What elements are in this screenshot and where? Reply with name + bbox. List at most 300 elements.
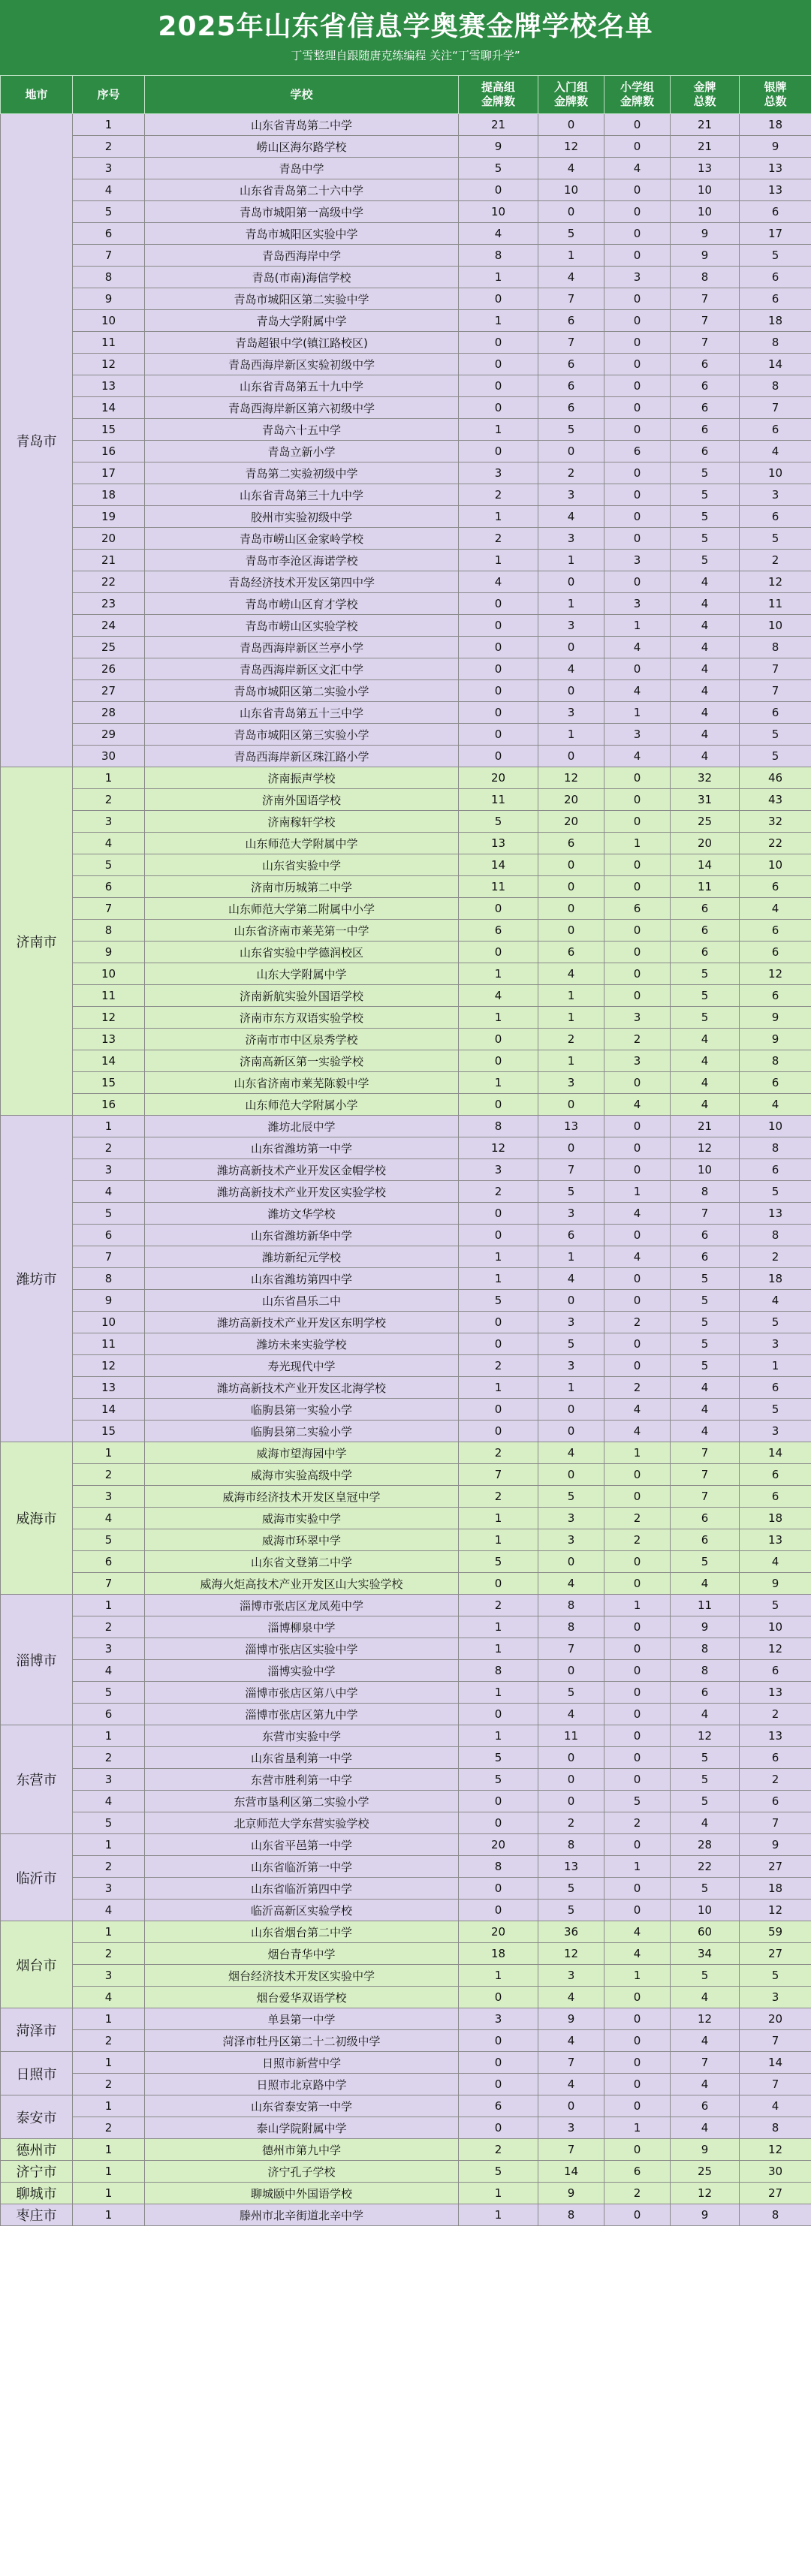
col-header-senior-gold: 提高组 金牌数 xyxy=(459,76,538,114)
school-cell: 青岛市城阳区第二实验中学 xyxy=(145,288,459,310)
school-cell: 山东省泰安第一中学 xyxy=(145,2095,459,2117)
table-row xyxy=(1,2030,811,2052)
senior-gold-cell: 0 xyxy=(459,1900,538,1921)
primary-gold-cell: 0 xyxy=(604,1660,671,1682)
index-cell: 4 xyxy=(73,1791,145,1812)
senior-gold-cell: 0 xyxy=(459,179,538,201)
index-cell: 2 xyxy=(73,789,145,811)
senior-gold-cell: 20 xyxy=(459,1834,538,1856)
junior-gold-cell: 5 xyxy=(538,1181,604,1203)
index-cell: 7 xyxy=(73,898,145,920)
senior-gold-cell: 0 xyxy=(459,1094,538,1116)
primary-gold-cell: 0 xyxy=(604,1268,671,1290)
primary-gold-cell: 2 xyxy=(604,1812,671,1834)
table-row xyxy=(1,1921,811,1943)
table-row xyxy=(1,1856,811,1878)
school-cell: 山东省济南市莱芜陈毅中学 xyxy=(145,1072,459,1094)
gold-total-cell: 4 xyxy=(671,680,740,702)
school-cell: 山东师范大学第二附属中小学 xyxy=(145,898,459,920)
junior-gold-cell: 4 xyxy=(538,658,604,680)
junior-gold-cell: 20 xyxy=(538,811,604,833)
index-cell: 1 xyxy=(73,1725,145,1747)
gold-total-cell: 6 xyxy=(671,1246,740,1268)
gold-total-cell: 10 xyxy=(671,179,740,201)
senior-gold-cell: 0 xyxy=(459,397,538,419)
senior-gold-cell: 1 xyxy=(459,1616,538,1638)
silver-total-cell: 11 xyxy=(740,593,811,615)
gold-total-cell: 10 xyxy=(671,1900,740,1921)
primary-gold-cell: 1 xyxy=(604,1856,671,1878)
table-row xyxy=(1,876,811,898)
senior-gold-cell: 2 xyxy=(459,1442,538,1464)
page-subtitle: 丁雪整理自跟随唐克练编程 关注“丁雪聊升学” xyxy=(291,49,520,62)
gold-total-cell: 21 xyxy=(671,114,740,136)
silver-total-cell: 27 xyxy=(740,1943,811,1965)
gold-total-cell: 7 xyxy=(671,310,740,332)
junior-gold-cell: 4 xyxy=(538,2030,604,2052)
silver-total-cell: 6 xyxy=(740,201,811,223)
primary-gold-cell: 0 xyxy=(604,1072,671,1094)
school-cell: 济南市历城第二中学 xyxy=(145,876,459,898)
school-cell: 山东省济南市莱芜第一中学 xyxy=(145,920,459,942)
primary-gold-cell: 4 xyxy=(604,1921,671,1943)
city-cell: 淄博市 xyxy=(1,1595,73,1725)
senior-gold-cell: 5 xyxy=(459,811,538,833)
primary-gold-cell: 0 xyxy=(604,985,671,1007)
senior-gold-cell: 0 xyxy=(459,942,538,963)
primary-gold-cell: 0 xyxy=(604,528,671,550)
city-cell: 东营市 xyxy=(1,1725,73,1834)
primary-gold-cell: 0 xyxy=(604,1725,671,1747)
junior-gold-cell: 1 xyxy=(538,1050,604,1072)
gold-total-cell: 9 xyxy=(671,245,740,267)
index-cell: 25 xyxy=(73,637,145,658)
senior-gold-cell: 7 xyxy=(459,1464,538,1486)
senior-gold-cell: 0 xyxy=(459,1812,538,1834)
primary-gold-cell: 0 xyxy=(604,245,671,267)
index-cell: 1 xyxy=(73,1834,145,1856)
gold-total-cell: 6 xyxy=(671,2095,740,2117)
school-cell: 山东师范大学附属中学 xyxy=(145,833,459,854)
junior-gold-cell: 3 xyxy=(538,1203,604,1225)
gold-total-cell: 5 xyxy=(671,963,740,985)
junior-gold-cell: 0 xyxy=(538,1769,604,1791)
silver-total-cell: 6 xyxy=(740,920,811,942)
city-cell: 菏泽市 xyxy=(1,2008,73,2052)
table-row xyxy=(1,223,811,245)
index-cell: 17 xyxy=(73,462,145,484)
junior-gold-cell: 8 xyxy=(538,1616,604,1638)
index-cell: 20 xyxy=(73,528,145,550)
senior-gold-cell: 1 xyxy=(459,1508,538,1529)
gold-total-cell: 6 xyxy=(671,920,740,942)
junior-gold-cell: 3 xyxy=(538,2117,604,2139)
junior-gold-cell: 12 xyxy=(538,1943,604,1965)
gold-total-cell: 60 xyxy=(671,1921,740,1943)
senior-gold-cell: 2 xyxy=(459,1355,538,1377)
primary-gold-cell: 0 xyxy=(604,2030,671,2052)
school-cell: 青岛(市南)海信学校 xyxy=(145,267,459,288)
junior-gold-cell: 4 xyxy=(538,1573,604,1595)
silver-total-cell: 6 xyxy=(740,267,811,288)
gold-total-cell: 8 xyxy=(671,267,740,288)
table-row xyxy=(1,441,811,462)
primary-gold-cell: 3 xyxy=(604,724,671,746)
school-cell: 淄博实验中学 xyxy=(145,1660,459,1682)
gold-total-cell: 4 xyxy=(671,746,740,767)
junior-gold-cell: 1 xyxy=(538,593,604,615)
gold-total-cell: 8 xyxy=(671,1181,740,1203)
silver-total-cell: 7 xyxy=(740,2074,811,2095)
senior-gold-cell: 18 xyxy=(459,1943,538,1965)
silver-total-cell: 9 xyxy=(740,1573,811,1595)
school-cell: 烟台经济技术开发区实验中学 xyxy=(145,1965,459,1987)
table-row xyxy=(1,1638,811,1660)
primary-gold-cell: 2 xyxy=(604,2183,671,2204)
gold-total-cell: 4 xyxy=(671,1399,740,1421)
senior-gold-cell: 1 xyxy=(459,1965,538,1987)
junior-gold-cell: 36 xyxy=(538,1921,604,1943)
table-row xyxy=(1,571,811,593)
table-row xyxy=(1,1508,811,1529)
index-cell: 8 xyxy=(73,1268,145,1290)
index-cell: 4 xyxy=(73,1900,145,1921)
primary-gold-cell: 0 xyxy=(604,1225,671,1246)
table-row xyxy=(1,1834,811,1856)
primary-gold-cell: 4 xyxy=(604,1399,671,1421)
senior-gold-cell: 11 xyxy=(459,876,538,898)
senior-gold-cell: 1 xyxy=(459,1529,538,1551)
index-cell: 26 xyxy=(73,658,145,680)
index-cell: 2 xyxy=(73,2117,145,2139)
school-cell: 山东省垦利第一中学 xyxy=(145,1747,459,1769)
junior-gold-cell: 6 xyxy=(538,375,604,397)
senior-gold-cell: 21 xyxy=(459,114,538,136)
table-row xyxy=(1,593,811,615)
school-cell: 山东省青岛第三十九中学 xyxy=(145,484,459,506)
index-cell: 2 xyxy=(73,1747,145,1769)
junior-gold-cell: 0 xyxy=(538,854,604,876)
senior-gold-cell: 2 xyxy=(459,1486,538,1508)
silver-total-cell: 2 xyxy=(740,1246,811,1268)
silver-total-cell: 27 xyxy=(740,2183,811,2204)
junior-gold-cell: 0 xyxy=(538,898,604,920)
junior-gold-cell: 7 xyxy=(538,288,604,310)
school-cell: 崂山区海尔路学校 xyxy=(145,136,459,158)
city-cell: 烟台市 xyxy=(1,1921,73,2008)
primary-gold-cell: 0 xyxy=(604,767,671,789)
junior-gold-cell: 3 xyxy=(538,1072,604,1094)
gold-total-cell: 12 xyxy=(671,2008,740,2030)
gold-total-cell: 13 xyxy=(671,158,740,179)
junior-gold-cell: 0 xyxy=(538,441,604,462)
senior-gold-cell: 1 xyxy=(459,267,538,288)
senior-gold-cell: 9 xyxy=(459,136,538,158)
senior-gold-cell: 0 xyxy=(459,1987,538,2008)
table-row xyxy=(1,506,811,528)
table-row xyxy=(1,2008,811,2030)
table-row xyxy=(1,2161,811,2183)
index-cell: 2 xyxy=(73,2030,145,2052)
senior-gold-cell: 1 xyxy=(459,1725,538,1747)
index-cell: 14 xyxy=(73,1399,145,1421)
table-row xyxy=(1,158,811,179)
junior-gold-cell: 2 xyxy=(538,462,604,484)
table-row xyxy=(1,2139,811,2161)
school-cell: 潍坊高新技术产业开发区实验学校 xyxy=(145,1181,459,1203)
silver-total-cell: 4 xyxy=(740,1290,811,1312)
silver-total-cell: 6 xyxy=(740,1377,811,1399)
silver-total-cell: 14 xyxy=(740,354,811,375)
senior-gold-cell: 0 xyxy=(459,2030,538,2052)
silver-total-cell: 8 xyxy=(740,1137,811,1159)
index-cell: 13 xyxy=(73,1377,145,1399)
silver-total-cell: 7 xyxy=(740,680,811,702)
table-row xyxy=(1,354,811,375)
silver-total-cell: 5 xyxy=(740,746,811,767)
silver-total-cell: 59 xyxy=(740,1921,811,1943)
index-cell: 6 xyxy=(73,223,145,245)
senior-gold-cell: 3 xyxy=(459,462,538,484)
table-row xyxy=(1,375,811,397)
primary-gold-cell: 4 xyxy=(604,1203,671,1225)
silver-total-cell: 32 xyxy=(740,811,811,833)
primary-gold-cell: 0 xyxy=(604,2052,671,2074)
table-row xyxy=(1,985,811,1007)
junior-gold-cell: 7 xyxy=(538,1159,604,1181)
index-cell: 7 xyxy=(73,245,145,267)
school-cell: 山东省青岛第二中学 xyxy=(145,114,459,136)
table-row xyxy=(1,2183,811,2204)
junior-gold-cell: 6 xyxy=(538,310,604,332)
junior-gold-cell: 8 xyxy=(538,1595,604,1616)
silver-total-cell: 12 xyxy=(740,2139,811,2161)
junior-gold-cell: 0 xyxy=(538,114,604,136)
gold-total-cell: 22 xyxy=(671,1856,740,1878)
school-cell: 青岛市李沧区海诺学校 xyxy=(145,550,459,571)
table-row xyxy=(1,2052,811,2074)
gold-total-cell: 5 xyxy=(671,1551,740,1573)
senior-gold-cell: 0 xyxy=(459,615,538,637)
index-cell: 4 xyxy=(73,1987,145,2008)
school-cell: 胶州市实验初级中学 xyxy=(145,506,459,528)
table-row xyxy=(1,789,811,811)
senior-gold-cell: 0 xyxy=(459,354,538,375)
table-row xyxy=(1,1355,811,1377)
school-cell: 青岛西海岸新区兰亭小学 xyxy=(145,637,459,658)
silver-total-cell: 14 xyxy=(740,2052,811,2074)
table-row xyxy=(1,136,811,158)
junior-gold-cell: 3 xyxy=(538,1312,604,1333)
index-cell: 24 xyxy=(73,615,145,637)
index-cell: 11 xyxy=(73,332,145,354)
silver-total-cell: 3 xyxy=(740,1333,811,1355)
school-cell: 山东省潍坊第一中学 xyxy=(145,1137,459,1159)
index-cell: 1 xyxy=(73,1442,145,1464)
senior-gold-cell: 0 xyxy=(459,1573,538,1595)
primary-gold-cell: 3 xyxy=(604,593,671,615)
primary-gold-cell: 0 xyxy=(604,462,671,484)
senior-gold-cell: 14 xyxy=(459,854,538,876)
silver-total-cell: 10 xyxy=(740,615,811,637)
junior-gold-cell: 8 xyxy=(538,2204,604,2226)
index-cell: 3 xyxy=(73,1878,145,1900)
junior-gold-cell: 2 xyxy=(538,1812,604,1834)
table-row xyxy=(1,288,811,310)
school-cell: 山东师范大学附属小学 xyxy=(145,1094,459,1116)
table-row xyxy=(1,310,811,332)
school-cell: 潍坊文华学校 xyxy=(145,1203,459,1225)
table-row xyxy=(1,1900,811,1921)
index-cell: 10 xyxy=(73,310,145,332)
junior-gold-cell: 7 xyxy=(538,1638,604,1660)
silver-total-cell: 10 xyxy=(740,462,811,484)
silver-total-cell: 17 xyxy=(740,223,811,245)
gold-total-cell: 4 xyxy=(671,724,740,746)
silver-total-cell: 6 xyxy=(740,1791,811,1812)
school-cell: 青岛市城阳第一高级中学 xyxy=(145,201,459,223)
silver-total-cell: 7 xyxy=(740,1812,811,1834)
junior-gold-cell: 2 xyxy=(538,1029,604,1050)
table-row xyxy=(1,1747,811,1769)
senior-gold-cell: 1 xyxy=(459,2204,538,2226)
index-cell: 14 xyxy=(73,1050,145,1072)
primary-gold-cell: 0 xyxy=(604,332,671,354)
gold-total-cell: 5 xyxy=(671,1355,740,1377)
senior-gold-cell: 1 xyxy=(459,419,538,441)
city-cell: 德州市 xyxy=(1,2139,73,2161)
senior-gold-cell: 0 xyxy=(459,1203,538,1225)
table-row xyxy=(1,1812,811,1834)
gold-total-cell: 4 xyxy=(671,1377,740,1399)
school-cell: 聊城颐中外国语学校 xyxy=(145,2183,459,2204)
index-cell: 4 xyxy=(73,1508,145,1529)
index-cell: 19 xyxy=(73,506,145,528)
junior-gold-cell: 5 xyxy=(538,1333,604,1355)
gold-total-cell: 6 xyxy=(671,397,740,419)
school-cell: 潍坊未来实验学校 xyxy=(145,1333,459,1355)
city-cell: 枣庄市 xyxy=(1,2204,73,2226)
gold-total-cell: 4 xyxy=(671,1421,740,1442)
junior-gold-cell: 1 xyxy=(538,1007,604,1029)
senior-gold-cell: 6 xyxy=(459,920,538,942)
index-cell: 10 xyxy=(73,963,145,985)
table-row xyxy=(1,811,811,833)
silver-total-cell: 9 xyxy=(740,1007,811,1029)
silver-total-cell: 8 xyxy=(740,2117,811,2139)
index-cell: 1 xyxy=(73,2095,145,2117)
table-row xyxy=(1,267,811,288)
senior-gold-cell: 4 xyxy=(459,223,538,245)
school-cell: 东营市胜利第一中学 xyxy=(145,1769,459,1791)
gold-total-cell: 5 xyxy=(671,985,740,1007)
index-cell: 22 xyxy=(73,571,145,593)
index-cell: 9 xyxy=(73,1290,145,1312)
gold-total-cell: 4 xyxy=(671,1812,740,1834)
school-cell: 山东省烟台第二中学 xyxy=(145,1921,459,1943)
junior-gold-cell: 20 xyxy=(538,789,604,811)
primary-gold-cell: 0 xyxy=(604,1486,671,1508)
primary-gold-cell: 4 xyxy=(604,680,671,702)
table-row xyxy=(1,942,811,963)
silver-total-cell: 5 xyxy=(740,245,811,267)
junior-gold-cell: 12 xyxy=(538,767,604,789)
silver-total-cell: 2 xyxy=(740,1704,811,1725)
junior-gold-cell: 3 xyxy=(538,1355,604,1377)
index-cell: 1 xyxy=(73,2183,145,2204)
index-cell: 5 xyxy=(73,1682,145,1704)
table-row xyxy=(1,1573,811,1595)
index-cell: 5 xyxy=(73,1812,145,1834)
senior-gold-cell: 0 xyxy=(459,2052,538,2074)
gold-total-cell: 21 xyxy=(671,1116,740,1137)
gold-total-cell: 34 xyxy=(671,1943,740,1965)
school-cell: 日照市北京路中学 xyxy=(145,2074,459,2095)
index-cell: 15 xyxy=(73,419,145,441)
silver-total-cell: 6 xyxy=(740,506,811,528)
index-cell: 4 xyxy=(73,1181,145,1203)
senior-gold-cell: 5 xyxy=(459,1290,538,1312)
gold-total-cell: 7 xyxy=(671,288,740,310)
table-row xyxy=(1,2204,811,2226)
primary-gold-cell: 0 xyxy=(604,1290,671,1312)
senior-gold-cell: 2 xyxy=(459,2139,538,2161)
table-row xyxy=(1,1616,811,1638)
gold-total-cell: 21 xyxy=(671,136,740,158)
junior-gold-cell: 0 xyxy=(538,1421,604,1442)
primary-gold-cell: 0 xyxy=(604,963,671,985)
table-row xyxy=(1,1987,811,2008)
silver-total-cell: 27 xyxy=(740,1856,811,1878)
school-cell: 济南高新区第一实验学校 xyxy=(145,1050,459,1072)
silver-total-cell: 7 xyxy=(740,397,811,419)
school-cell: 菏泽市牡丹区第二十二初级中学 xyxy=(145,2030,459,2052)
senior-gold-cell: 2 xyxy=(459,1595,538,1616)
senior-gold-cell: 1 xyxy=(459,1007,538,1029)
school-cell: 青岛市崂山区实验学校 xyxy=(145,615,459,637)
header xyxy=(0,0,811,75)
junior-gold-cell: 0 xyxy=(538,571,604,593)
silver-total-cell: 3 xyxy=(740,484,811,506)
junior-gold-cell: 9 xyxy=(538,2008,604,2030)
index-cell: 1 xyxy=(73,767,145,789)
silver-total-cell: 6 xyxy=(740,942,811,963)
gold-total-cell: 5 xyxy=(671,1747,740,1769)
silver-total-cell: 10 xyxy=(740,1616,811,1638)
index-cell: 11 xyxy=(73,1333,145,1355)
table-row xyxy=(1,1682,811,1704)
silver-total-cell: 4 xyxy=(740,1094,811,1116)
primary-gold-cell: 4 xyxy=(604,1421,671,1442)
primary-gold-cell: 0 xyxy=(604,1747,671,1769)
primary-gold-cell: 4 xyxy=(604,1246,671,1268)
senior-gold-cell: 0 xyxy=(459,746,538,767)
silver-total-cell: 6 xyxy=(740,1464,811,1486)
gold-total-cell: 5 xyxy=(671,506,740,528)
junior-gold-cell: 3 xyxy=(538,1529,604,1551)
index-cell: 13 xyxy=(73,375,145,397)
silver-total-cell: 9 xyxy=(740,1834,811,1856)
junior-gold-cell: 1 xyxy=(538,724,604,746)
gold-total-cell: 9 xyxy=(671,223,740,245)
silver-total-cell: 13 xyxy=(740,158,811,179)
index-cell: 21 xyxy=(73,550,145,571)
silver-total-cell: 6 xyxy=(740,702,811,724)
primary-gold-cell: 0 xyxy=(604,179,671,201)
senior-gold-cell: 1 xyxy=(459,310,538,332)
school-cell: 东营市实验中学 xyxy=(145,1725,459,1747)
gold-total-cell: 4 xyxy=(671,1029,740,1050)
